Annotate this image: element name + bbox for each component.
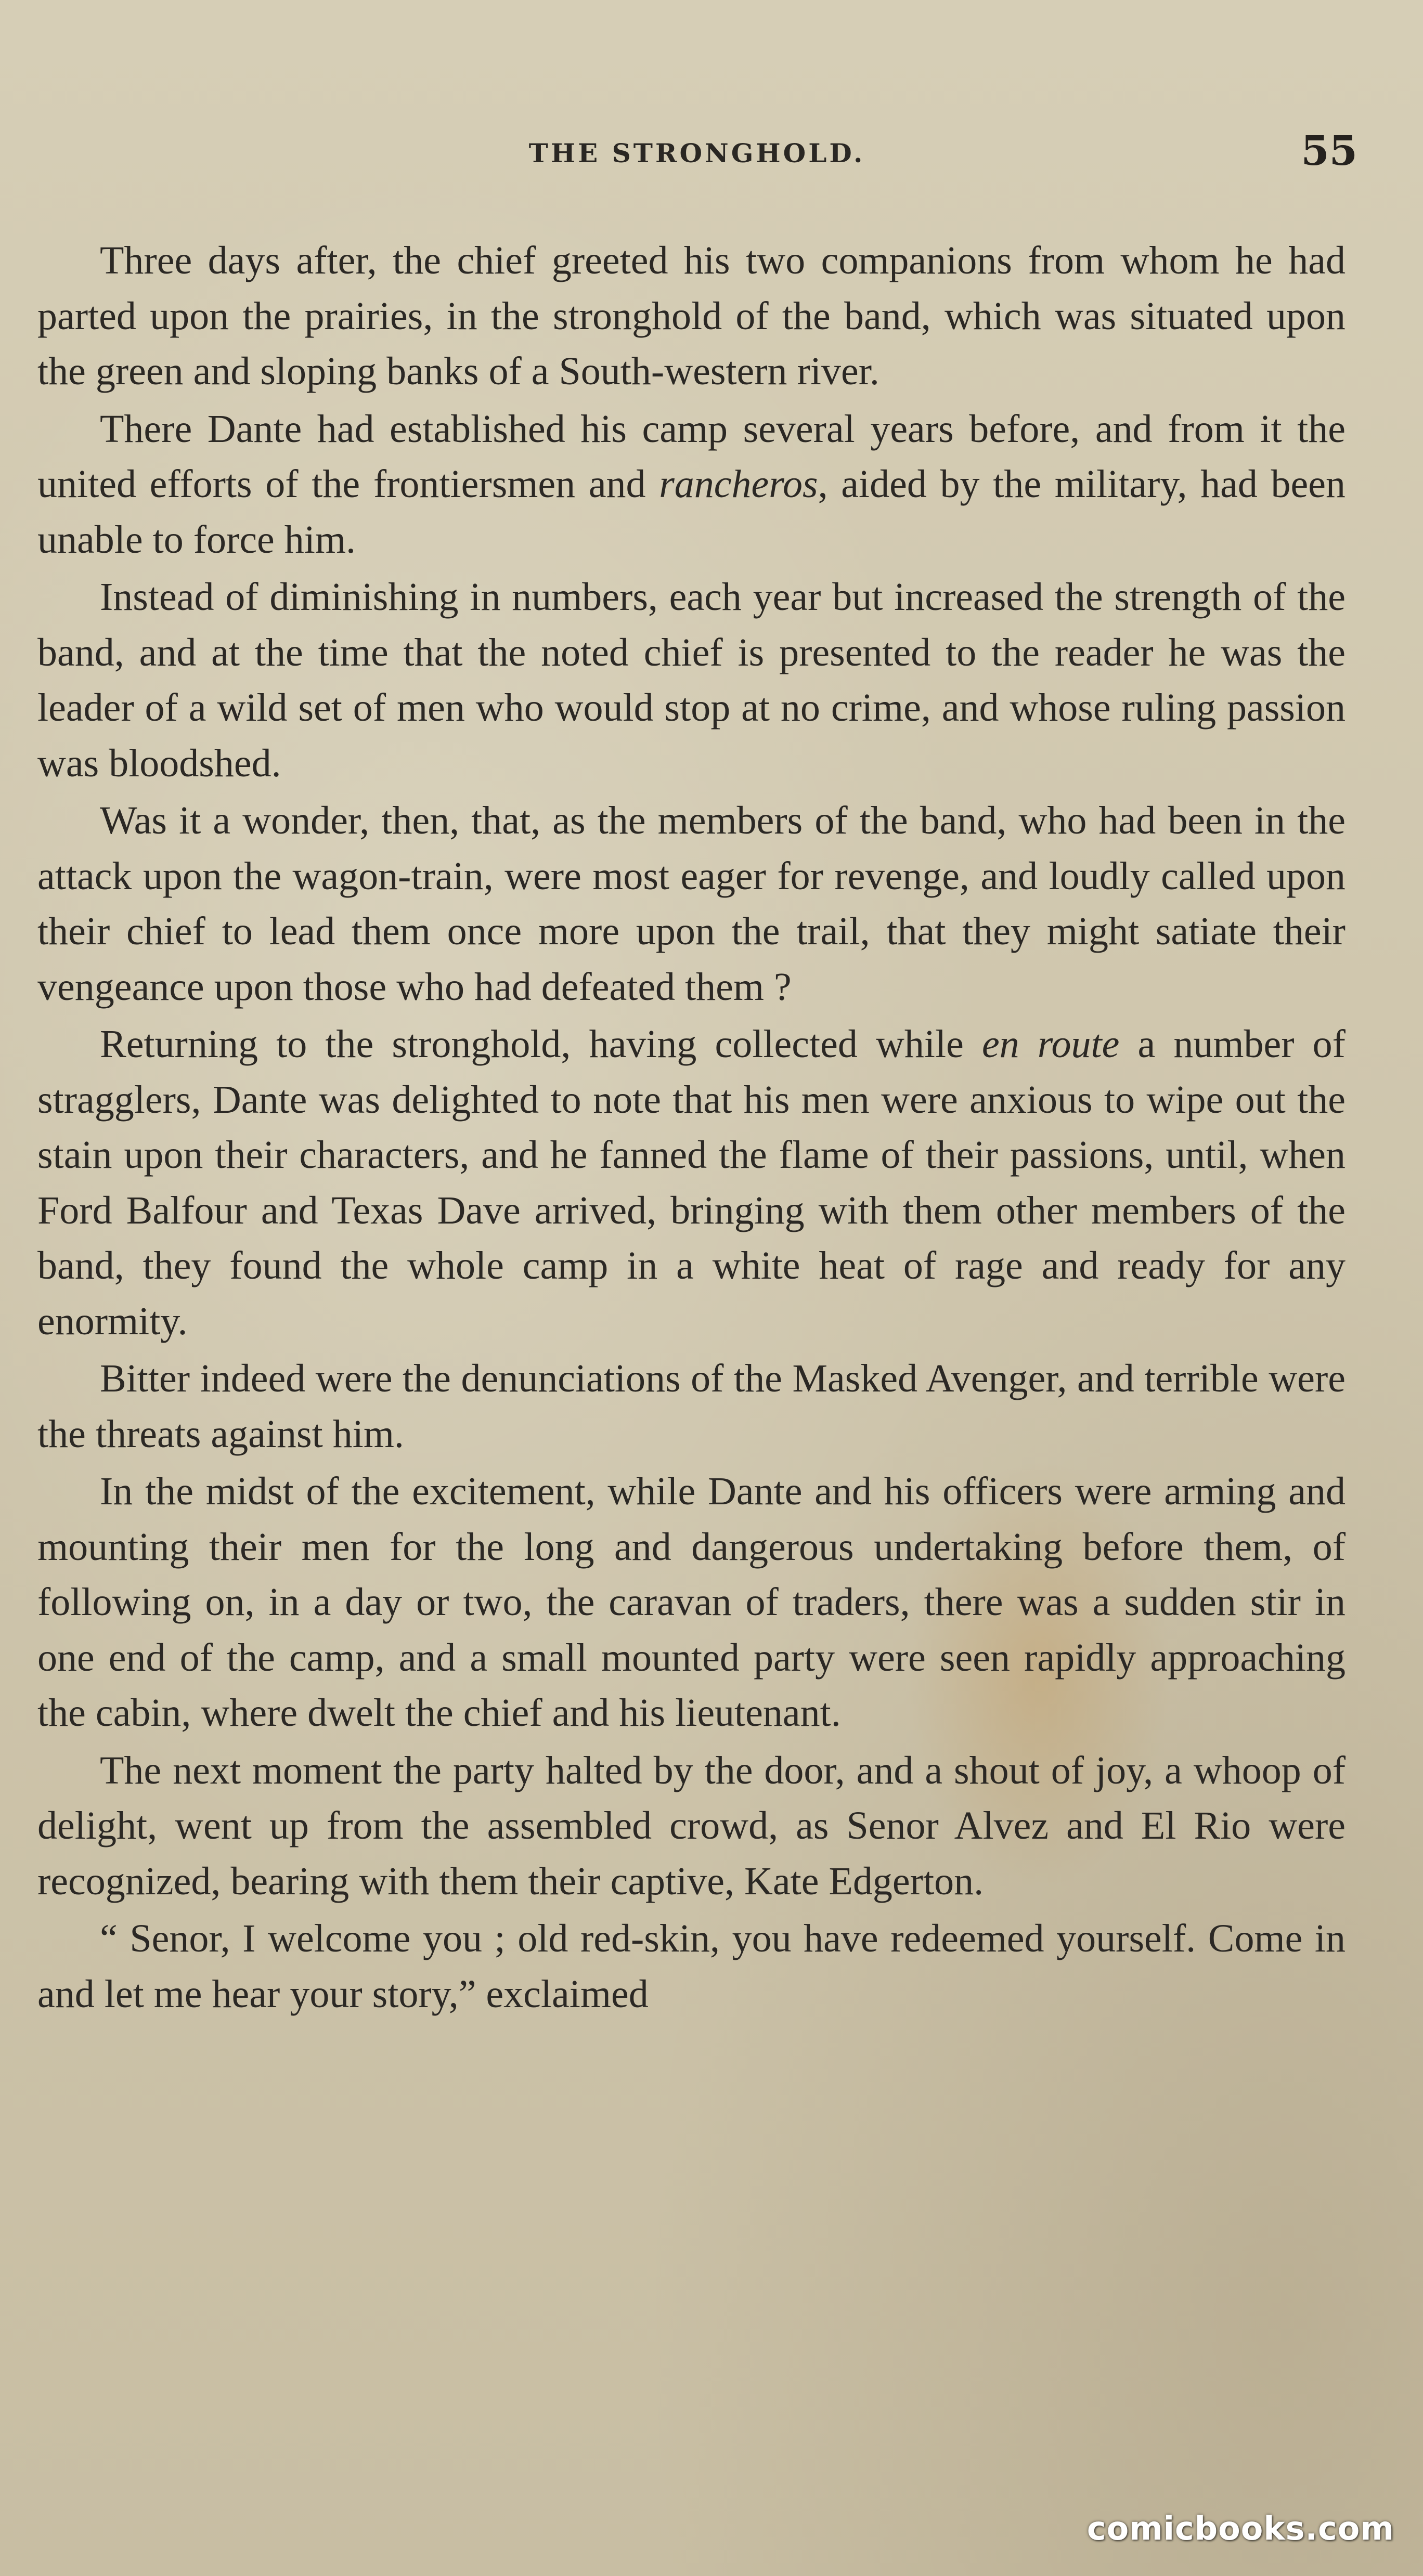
site-watermark: comicbooks.com (1086, 2509, 1394, 2547)
running-head: THE STRONGHOLD. (528, 138, 865, 168)
paragraph: Was it a wonder, then, that, as the members of the band, who had been in the attack upon the wagon-train, were most eager for revenge, and loudly called upon their chief to lead them once more upon the trail, that they might satiate their vengeance upon those who had defeated them ? (37, 799, 1346, 1009)
italic-term: en route (981, 1022, 1120, 1066)
paragraph: In the midst of the excitement, while Dante and his officers were arming and mounting their men for the long and dangerous undertaking before them, of following on, in a day or two, the caravan of traders, there was a sudden stir in one end of the camp, and a small mounted party were seen rapidly approaching the cabin, where dwelt the chief and his lieutenant. (37, 1469, 1346, 1735)
paragraph-text: a number of stragglers, Dante was delighted to note that his men were anxious to wipe out the stain upon their characters, and he fanned the flame of their passions, until, when Ford Balfour and Texas Dave arrived, bringing with them other members of the band, they found the whole camp in a white heat of rage and ready for any enormity. (37, 1022, 1346, 1343)
paragraph: Instead of diminishing in numbers, each year but increased the strength of the band, and at the time that the noted chief is presented to the reader he was the leader of a wild set of men who would stop at no crime, and whose ruling passion was bloodshed. (37, 575, 1346, 785)
paragraph: “ Senor, I welcome you ; old red-skin, you have redeemed yourself. Come in and let me hear your story,” exclaimed (37, 1917, 1346, 2016)
paragraph-text: There Dante had established his camp several years before, and from it the united efforts of the frontiersmen and (37, 407, 1346, 506)
paragraph: Bitter indeed were the denunciations of the Masked Avenger, and terrible were the threats against him. (37, 1357, 1346, 1456)
page-header (36, 127, 1357, 185)
paragraph (37, 1017, 1346, 1349)
paragraph-text: Returning to the stronghold, having collected while (100, 1022, 982, 1066)
paragraph (37, 401, 1346, 568)
body-text (37, 233, 1346, 2022)
italic-term: rancheros (659, 462, 818, 506)
paragraph: The next moment the party halted by the door, and a shout of joy, a whoop of delight, went up from the assembled crowd, as Senor Alvez and El Rio were recognized, bearing with them their captive, Kate Edgerton. (37, 1748, 1346, 1903)
paragraph: Three days after, the chief greeted his two companions from whom he had parted upon the prairies, in the stronghold of the band, which was situated upon the green and sloping banks of a South-western river. (37, 239, 1346, 393)
paragraph-text: , aided by the military, had been unable to force him. (37, 462, 1346, 562)
page-number: 55 (1301, 127, 1357, 175)
